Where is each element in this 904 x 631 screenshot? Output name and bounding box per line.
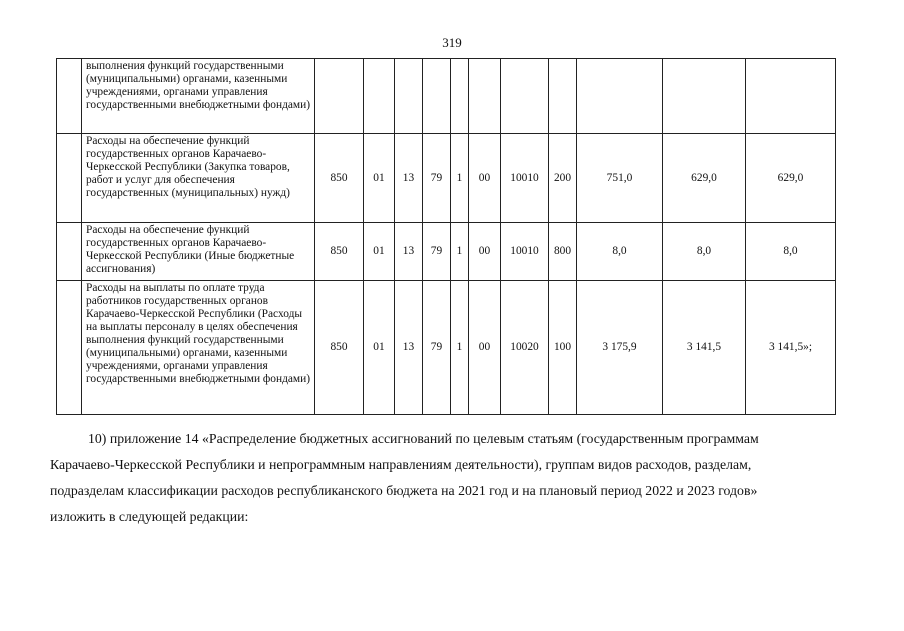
amount-2023-cell: 3 141,5»; [746,281,836,415]
subsection-cell: 13 [395,134,423,223]
program-cell: 79 [423,223,451,281]
subprogram-cell: 1 [451,134,469,223]
expense-type-cell: 100 [549,281,577,415]
program-cell [423,59,451,134]
blank-cell [57,223,82,281]
direction-cell: 10010 [501,134,549,223]
paragraph-line: изложить в следующей редакции: [50,509,249,524]
ved-cell: 850 [315,281,364,415]
direction-cell [501,59,549,134]
paragraph-line: подразделам классификации расходов республиканского бюджета на 2021 год и на плановый период 2022 и 2023 годов» [50,483,758,498]
amount-2021-cell: 751,0 [577,134,663,223]
amount-2022-cell: 629,0 [663,134,746,223]
description-cell: выполнения функций государственными (муниципальными) органами, казенными учреждениями, органами управления государственными внебюджетными фондами) [82,59,315,134]
amount-2022-cell: 8,0 [663,223,746,281]
description-cell: Расходы на обеспечение функций государственных органов Карачаево-Черкесской Республики (Закупка товаров, работ и услуг для обеспечения государственных (муниципальных) нужд) [82,134,315,223]
amount-2023-cell: 629,0 [746,134,836,223]
table-row [57,59,836,134]
ved-cell: 850 [315,223,364,281]
expense-type-cell [549,59,577,134]
subsection-cell: 13 [395,281,423,415]
amount-2022-cell: 3 141,5 [663,281,746,415]
subprogram-cell [451,59,469,134]
paragraph-line: Карачаево-Черкесской Республики и непрограммным направлениям деятельности), группам видов расходов, разделам, [50,457,752,472]
table-body [57,59,836,415]
subprogram-cell: 1 [451,223,469,281]
ved-cell: 850 [315,134,364,223]
measure-cell: 00 [469,134,501,223]
amount-2021-cell: 8,0 [577,223,663,281]
amount-2023-cell: 8,0 [746,223,836,281]
program-cell: 79 [423,134,451,223]
blank-cell [57,134,82,223]
budget-table [56,58,836,415]
direction-cell: 10010 [501,223,549,281]
table-row [57,134,836,223]
description-cell: Расходы на выплаты по оплате труда работников государственных органов Карачаево-Черкесской Республики (Расходы на выплаты персоналу в целях обеспечения выполнения функций государственными (муниципальными) органами, казенными учреждениями, органами управления государственными внебюджетными фондами) [82,281,315,415]
expense-type-cell: 800 [549,223,577,281]
amount-2021-cell [577,59,663,134]
measure-cell: 00 [469,281,501,415]
expense-type-cell: 200 [549,134,577,223]
section-cell: 01 [364,223,395,281]
paragraph-line: 10) приложение 14 «Распределение бюджетных ассигнований по целевым статьям (государственным программам [88,431,759,446]
blank-cell [57,59,82,134]
subsection-cell [395,59,423,134]
table-row [57,223,836,281]
table-row [57,281,836,415]
amount-2021-cell: 3 175,9 [577,281,663,415]
measure-cell: 00 [469,223,501,281]
section-cell: 01 [364,134,395,223]
program-cell: 79 [423,281,451,415]
blank-cell [57,281,82,415]
section-cell: 01 [364,281,395,415]
body-paragraph [50,426,834,530]
ved-cell [315,59,364,134]
page-number: 319 [442,35,462,50]
subsection-cell: 13 [395,223,423,281]
measure-cell [469,59,501,134]
amount-2022-cell [663,59,746,134]
subprogram-cell: 1 [451,281,469,415]
amount-2023-cell [746,59,836,134]
section-cell [364,59,395,134]
description-cell: Расходы на обеспечение функций государственных органов Карачаево-Черкесской Республики (Иные бюджетные ассигнования) [82,223,315,281]
direction-cell: 10020 [501,281,549,415]
